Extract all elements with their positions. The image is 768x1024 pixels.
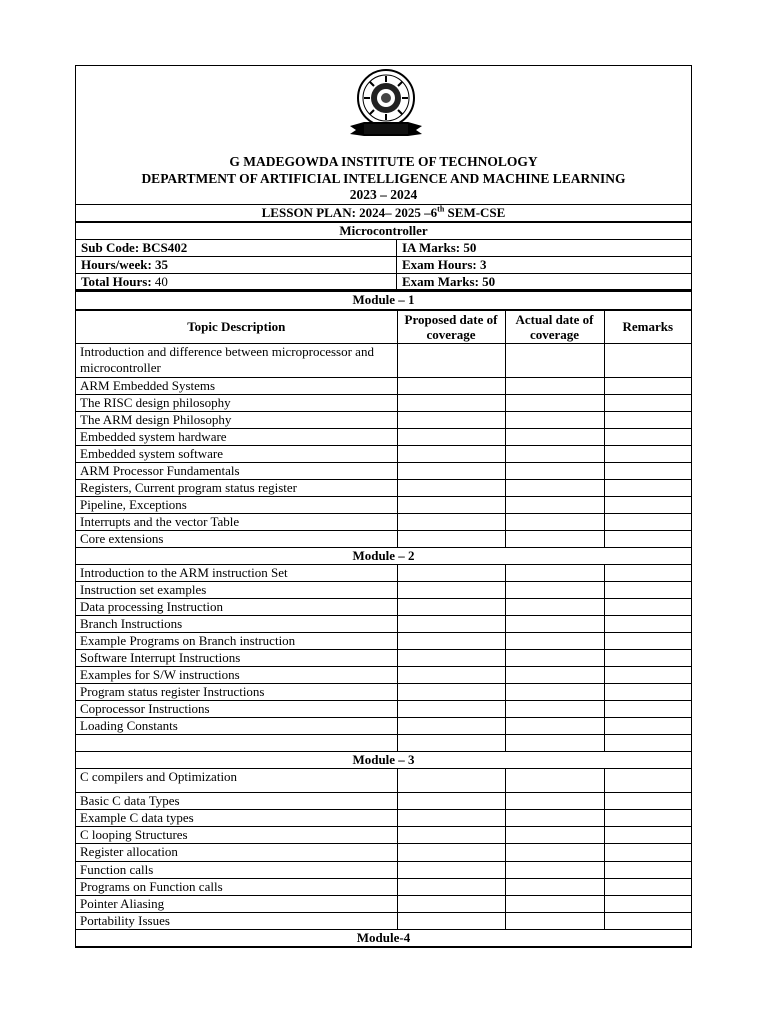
topic-description: Pipeline, Exceptions xyxy=(76,497,397,514)
ia-marks: IA Marks: 50 xyxy=(402,240,477,255)
topic-description: Branch Instructions xyxy=(76,616,397,633)
topic-row xyxy=(76,810,691,827)
topic-row xyxy=(76,446,691,463)
topic-row xyxy=(76,599,691,616)
exam-marks: Exam Marks: 50 xyxy=(402,274,496,289)
proposed-date-cell xyxy=(397,913,505,930)
actual-date-cell xyxy=(505,879,604,896)
info-row xyxy=(76,274,691,291)
lesson-plan-suffix: SEM-CSE xyxy=(444,205,506,220)
academic-year: 2023 – 2024 xyxy=(349,187,418,202)
topic-description: Introduction and difference between microprocessor and microcontroller xyxy=(76,344,397,378)
topic-description: Example Programs on Branch instruction xyxy=(76,633,397,650)
topic-description: Register allocation xyxy=(76,844,397,862)
module-title: Module – 2 xyxy=(76,548,691,565)
module-header-row xyxy=(76,752,691,769)
proposed-date-cell xyxy=(397,633,505,650)
topic-description: Coprocessor Instructions xyxy=(76,701,397,718)
remarks-cell xyxy=(604,412,691,429)
proposed-date-cell xyxy=(397,565,505,582)
actual-date-cell xyxy=(505,514,604,531)
info-row xyxy=(76,257,691,274)
topic-row xyxy=(76,480,691,497)
proposed-date-cell xyxy=(397,344,505,378)
header-actual-date: Actual date of coverage xyxy=(505,310,604,344)
remarks-cell xyxy=(604,913,691,930)
topic-row xyxy=(76,701,691,718)
remarks-cell xyxy=(604,582,691,599)
proposed-date-cell xyxy=(397,497,505,514)
proposed-date-cell xyxy=(397,446,505,463)
actual-date-cell xyxy=(505,531,604,548)
lesson-plan-title xyxy=(76,205,691,223)
topic-description: Example C data types xyxy=(76,810,397,827)
actual-date-cell xyxy=(505,599,604,616)
lesson-plan-prefix: LESSON PLAN: 2024– 2025 –6 xyxy=(261,205,438,220)
topic-description: Interrupts and the vector Table xyxy=(76,514,397,531)
proposed-date-cell xyxy=(397,793,505,810)
actual-date-cell xyxy=(505,395,604,412)
topic-description: Examples for S/W instructions xyxy=(76,667,397,684)
proposed-date-cell xyxy=(397,769,505,793)
topic-description: Loading Constants xyxy=(76,718,397,735)
module-header-row xyxy=(76,292,691,310)
header-remarks: Remarks xyxy=(604,310,691,344)
proposed-date-cell xyxy=(397,616,505,633)
remarks-cell xyxy=(604,429,691,446)
remarks-cell xyxy=(604,810,691,827)
actual-date-cell xyxy=(505,913,604,930)
proposed-date-cell xyxy=(397,531,505,548)
topic-description: Embedded system hardware xyxy=(76,429,397,446)
actual-date-cell xyxy=(505,582,604,599)
proposed-date-cell xyxy=(397,810,505,827)
topic-description: Core extensions xyxy=(76,531,397,548)
proposed-date-cell xyxy=(397,735,505,752)
topic-row xyxy=(76,412,691,429)
module-title: Module – 1 xyxy=(76,292,691,310)
actual-date-cell xyxy=(505,810,604,827)
proposed-date-cell xyxy=(397,879,505,896)
module-title: Module – 3 xyxy=(76,752,691,769)
actual-date-cell xyxy=(505,718,604,735)
topic-row xyxy=(76,896,691,913)
topic-row xyxy=(76,514,691,531)
topic-description: C compilers and Optimization xyxy=(76,769,397,793)
topic-row xyxy=(76,913,691,930)
remarks-cell xyxy=(604,463,691,480)
topic-description xyxy=(76,735,397,752)
topic-description: Portability Issues xyxy=(76,913,397,930)
proposed-date-cell xyxy=(397,862,505,879)
actual-date-cell xyxy=(505,844,604,862)
actual-date-cell xyxy=(505,896,604,913)
topic-row xyxy=(76,344,691,378)
proposed-date-cell xyxy=(397,429,505,446)
actual-date-cell xyxy=(505,565,604,582)
total-hours-label: Total Hours: xyxy=(81,274,152,289)
actual-date-cell xyxy=(505,412,604,429)
topic-row xyxy=(76,769,691,793)
proposed-date-cell xyxy=(397,650,505,667)
topic-description: Software Interrupt Instructions xyxy=(76,650,397,667)
proposed-date-cell xyxy=(397,896,505,913)
column-header-row xyxy=(76,310,691,344)
topic-row xyxy=(76,378,691,395)
actual-date-cell xyxy=(505,684,604,701)
actual-date-cell xyxy=(505,701,604,718)
actual-date-cell xyxy=(505,862,604,879)
proposed-date-cell xyxy=(397,412,505,429)
total-hours xyxy=(76,274,397,289)
actual-date-cell xyxy=(505,463,604,480)
topics-table xyxy=(76,291,691,947)
topic-description: Data processing Instruction xyxy=(76,599,397,616)
exam-hours: Exam Hours: 3 xyxy=(402,257,487,272)
actual-date-cell xyxy=(505,667,604,684)
remarks-cell xyxy=(604,844,691,862)
remarks-cell xyxy=(604,446,691,463)
topic-row xyxy=(76,827,691,844)
topic-row xyxy=(76,879,691,896)
topic-description: ARM Embedded Systems xyxy=(76,378,397,395)
topic-row xyxy=(76,582,691,599)
remarks-cell xyxy=(604,667,691,684)
topic-description: Introduction to the ARM instruction Set xyxy=(76,565,397,582)
remarks-cell xyxy=(604,650,691,667)
topic-row xyxy=(76,667,691,684)
module-header-row xyxy=(76,548,691,565)
proposed-date-cell xyxy=(397,718,505,735)
proposed-date-cell xyxy=(397,514,505,531)
actual-date-cell xyxy=(505,633,604,650)
remarks-cell xyxy=(604,684,691,701)
remarks-cell xyxy=(604,769,691,793)
lesson-plan-document xyxy=(75,65,692,948)
remarks-cell xyxy=(604,344,691,378)
topic-row xyxy=(76,463,691,480)
actual-date-cell xyxy=(505,793,604,810)
topic-description: Instruction set examples xyxy=(76,582,397,599)
module-title: Module-4 xyxy=(76,930,691,947)
actual-date-cell xyxy=(505,735,604,752)
topic-row xyxy=(76,497,691,514)
topic-row xyxy=(76,565,691,582)
topic-row xyxy=(76,395,691,412)
remarks-cell xyxy=(604,599,691,616)
hours-week: Hours/week: 35 xyxy=(76,257,397,273)
lesson-plan-sup: th xyxy=(437,204,445,214)
proposed-date-cell xyxy=(397,667,505,684)
proposed-date-cell xyxy=(397,378,505,395)
actual-date-cell xyxy=(505,616,604,633)
actual-date-cell xyxy=(505,446,604,463)
document-header xyxy=(76,66,691,205)
topic-row xyxy=(76,616,691,633)
proposed-date-cell xyxy=(397,827,505,844)
topic-row xyxy=(76,684,691,701)
remarks-cell xyxy=(604,862,691,879)
proposed-date-cell xyxy=(397,684,505,701)
remarks-cell xyxy=(604,793,691,810)
remarks-cell xyxy=(604,378,691,395)
header-topic-description: Topic Description xyxy=(76,310,397,344)
proposed-date-cell xyxy=(397,582,505,599)
topic-row xyxy=(76,633,691,650)
remarks-cell xyxy=(604,879,691,896)
subject-title: Microcontroller xyxy=(76,223,691,240)
proposed-date-cell xyxy=(397,599,505,616)
topic-description: C looping Structures xyxy=(76,827,397,844)
sub-code: Sub Code: BCS402 xyxy=(76,240,397,256)
topic-description: Function calls xyxy=(76,862,397,879)
topic-description: Embedded system software xyxy=(76,446,397,463)
proposed-date-cell xyxy=(397,480,505,497)
total-hours-value: 40 xyxy=(151,274,168,289)
remarks-cell xyxy=(604,896,691,913)
remarks-cell xyxy=(604,616,691,633)
actual-date-cell xyxy=(505,497,604,514)
institute-logo xyxy=(340,68,432,142)
topic-row xyxy=(76,429,691,446)
topic-row xyxy=(76,531,691,548)
topic-description: Program status register Instructions xyxy=(76,684,397,701)
topic-description: Pointer Aliasing xyxy=(76,896,397,913)
actual-date-cell xyxy=(505,480,604,497)
topic-row xyxy=(76,844,691,862)
module-header-row xyxy=(76,930,691,947)
topic-description: Programs on Function calls xyxy=(76,879,397,896)
department-name: DEPARTMENT OF ARTIFICIAL INTELLIGENCE AND MACHINE LEARNING xyxy=(141,171,626,186)
remarks-cell xyxy=(604,565,691,582)
remarks-cell xyxy=(604,633,691,650)
remarks-cell xyxy=(604,735,691,752)
proposed-date-cell xyxy=(397,395,505,412)
actual-date-cell xyxy=(505,429,604,446)
remarks-cell xyxy=(604,531,691,548)
topic-row xyxy=(76,862,691,879)
topic-description: The RISC design philosophy xyxy=(76,395,397,412)
actual-date-cell xyxy=(505,769,604,793)
remarks-cell xyxy=(604,497,691,514)
remarks-cell xyxy=(604,395,691,412)
actual-date-cell xyxy=(505,650,604,667)
actual-date-cell xyxy=(505,344,604,378)
topic-description: Registers, Current program status register xyxy=(76,480,397,497)
topic-description: The ARM design Philosophy xyxy=(76,412,397,429)
remarks-cell xyxy=(604,514,691,531)
proposed-date-cell xyxy=(397,463,505,480)
remarks-cell xyxy=(604,718,691,735)
topic-row xyxy=(76,735,691,752)
topic-row xyxy=(76,793,691,810)
remarks-cell xyxy=(604,480,691,497)
institute-name: G MADEGOWDA INSTITUTE OF TECHNOLOGY xyxy=(229,154,538,169)
actual-date-cell xyxy=(505,827,604,844)
topic-row xyxy=(76,650,691,667)
remarks-cell xyxy=(604,827,691,844)
header-proposed-date: Proposed date of coverage xyxy=(397,310,505,344)
proposed-date-cell xyxy=(397,844,505,862)
remarks-cell xyxy=(604,701,691,718)
actual-date-cell xyxy=(505,378,604,395)
info-row xyxy=(76,240,691,257)
topic-row xyxy=(76,718,691,735)
topic-description: ARM Processor Fundamentals xyxy=(76,463,397,480)
topic-description: Basic C data Types xyxy=(76,793,397,810)
proposed-date-cell xyxy=(397,701,505,718)
